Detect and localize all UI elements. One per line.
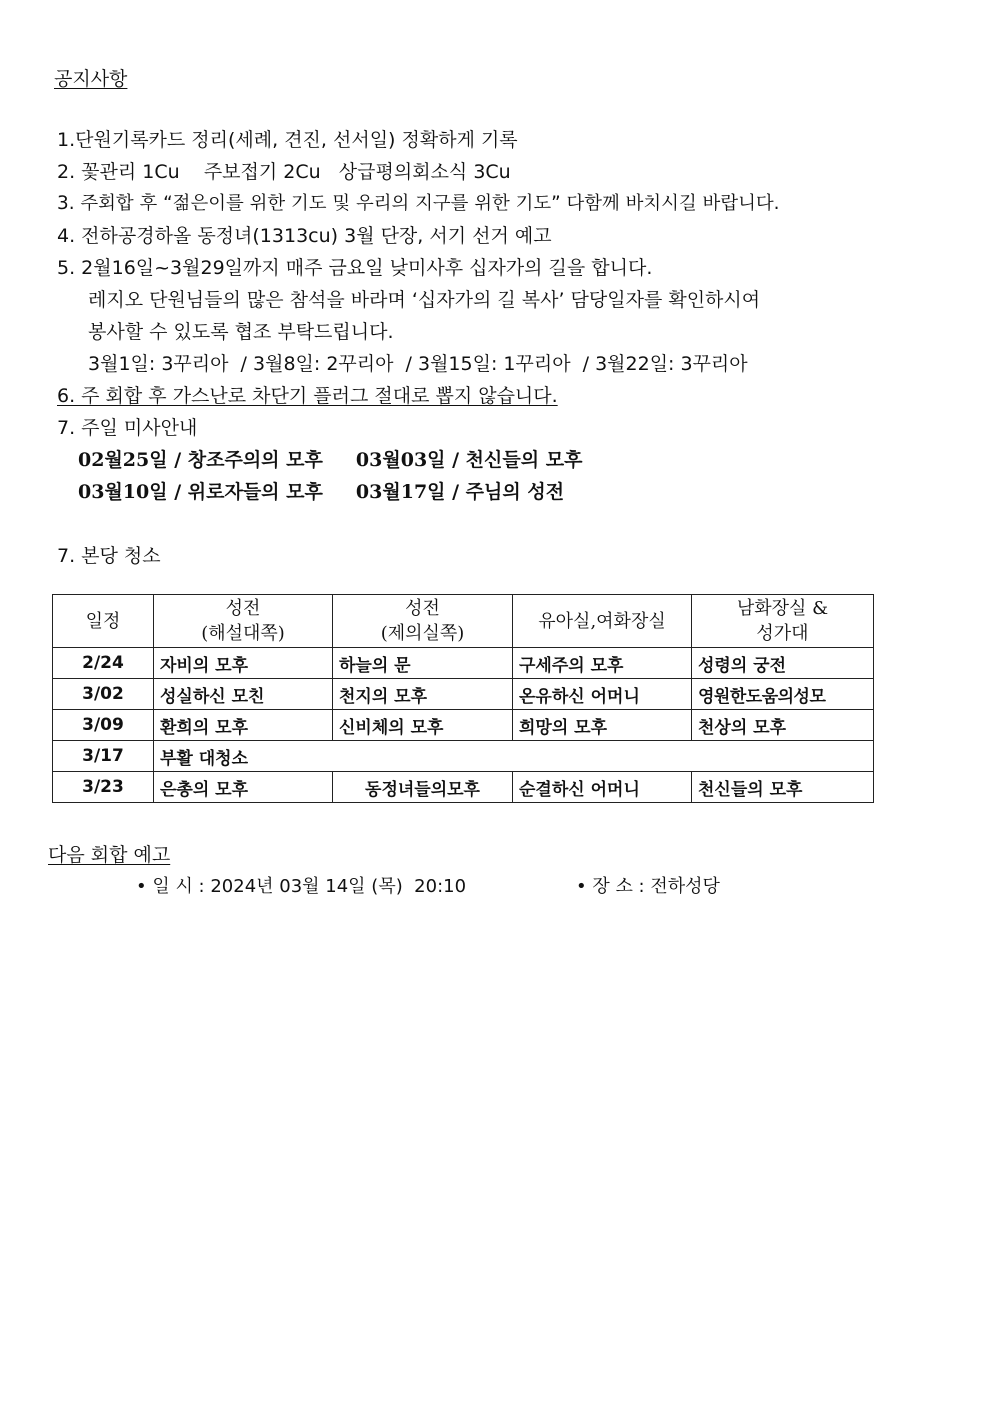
notice-item-5-line-3: 봉사할 수 있도록 협조 부탁드립니다. <box>88 321 394 343</box>
next-meeting-title: 다음 회합 예고 <box>48 844 171 866</box>
header-sanctuary-sacristy: 성전 (제의실쪽) <box>333 595 513 648</box>
next-meeting-datetime: • 일 시 : 2024년 03월 14일 (목) 20:10 <box>136 876 467 897</box>
table-cell: 3/02 <box>53 679 154 710</box>
notice-item-5: 5. 2월16일~3월29일까지 매주 금요일 낮미사후 십자가의 길을 합니다. <box>57 257 653 279</box>
table-cell: 온유하신 어머니 <box>513 679 692 710</box>
table-header-row <box>53 595 874 648</box>
table-cell: 3/23 <box>53 772 154 803</box>
header-sanctuary-lectern: 성전 (해설대쪽) <box>154 595 333 648</box>
header-nursery-womens-restroom: 유아실,여화장실 <box>513 595 692 648</box>
table-cell: 순결하신 어머니 <box>513 772 692 803</box>
table-cell: 희망의 모후 <box>513 710 692 741</box>
table-cell: 하늘의 문 <box>333 648 513 679</box>
notice-item-4: 4. 전하공경하올 동정녀(1313cu) 3월 단장, 서기 선거 예고 <box>57 225 552 247</box>
table-cell: 신비체의 모후 <box>333 710 513 741</box>
mass-schedule-line-2: 03월10일 / 위로자들의 모후 03월17일 / 주님의 성전 <box>78 481 565 503</box>
table-cell: 동정녀들의모후 <box>333 772 513 803</box>
table-cell: 천신들의 모후 <box>692 772 874 803</box>
mass-schedule-line-1: 02월25일 / 창조주의의 모후 03월03일 / 천신들의 모후 <box>78 449 583 471</box>
table-cell: 구세주의 모후 <box>513 648 692 679</box>
cleaning-table <box>52 594 874 803</box>
table-cell: 영원한도움의성모 <box>692 679 874 710</box>
table-cell: 3/17 <box>53 741 154 772</box>
header-date: 일정 <box>53 595 154 648</box>
notice-item-7: 7. 주일 미사안내 <box>57 417 198 439</box>
notice-item-5-line-2: 레지오 단원님들의 많은 참석을 바라며 ‘십자가의 길 복사’ 담당일자를 확인하시여 <box>88 289 761 311</box>
notice-item-1: 1.단원기록카드 정리(세례, 견진, 선서일) 정확하게 기록 <box>57 129 518 151</box>
table-cell: 자비의 모후 <box>154 648 333 679</box>
notice-item-6: 6. 주 회합 후 가스난로 차단기 플러그 절대로 뽑지 않습니다. <box>57 385 558 407</box>
table-row <box>53 679 874 710</box>
cleaning-heading: 7. 본당 청소 <box>57 545 161 567</box>
header-mens-restroom-choir: 남화장실 & 성가대 <box>692 595 874 648</box>
notice-item-2: 2. 꽃관리 1Cu 주보접기 2Cu 상급평의회소식 3Cu <box>57 161 511 183</box>
notice-item-3: 3. 주회합 후 “젊은이를 위한 기도 및 우리의 지구를 위한 기도” 다함께 바치시길 바랍니다. <box>57 193 780 214</box>
table-cell: 성령의 궁전 <box>692 648 874 679</box>
table-cell: 은총의 모후 <box>154 772 333 803</box>
table-cell: 천지의 모후 <box>333 679 513 710</box>
next-meeting-place: • 장 소 : 전하성당 <box>576 876 720 897</box>
table-row <box>53 772 874 803</box>
table-row <box>53 710 874 741</box>
table-cell: 3/09 <box>53 710 154 741</box>
table-cell: 2/24 <box>53 648 154 679</box>
table-cell: 환희의 모후 <box>154 710 333 741</box>
table-cell: 성실하신 모친 <box>154 679 333 710</box>
table-row <box>53 741 874 772</box>
table-row <box>53 648 874 679</box>
table-cell: 천상의 모후 <box>692 710 874 741</box>
notice-title: 공지사항 <box>54 68 128 90</box>
table-cell: 부활 대청소 <box>154 741 874 772</box>
cross-way-schedule: 3월1일: 3꾸리아 / 3월8일: 2꾸리아 / 3월15일: 1꾸리아 / 3월22일: 3꾸리아 <box>88 353 748 375</box>
